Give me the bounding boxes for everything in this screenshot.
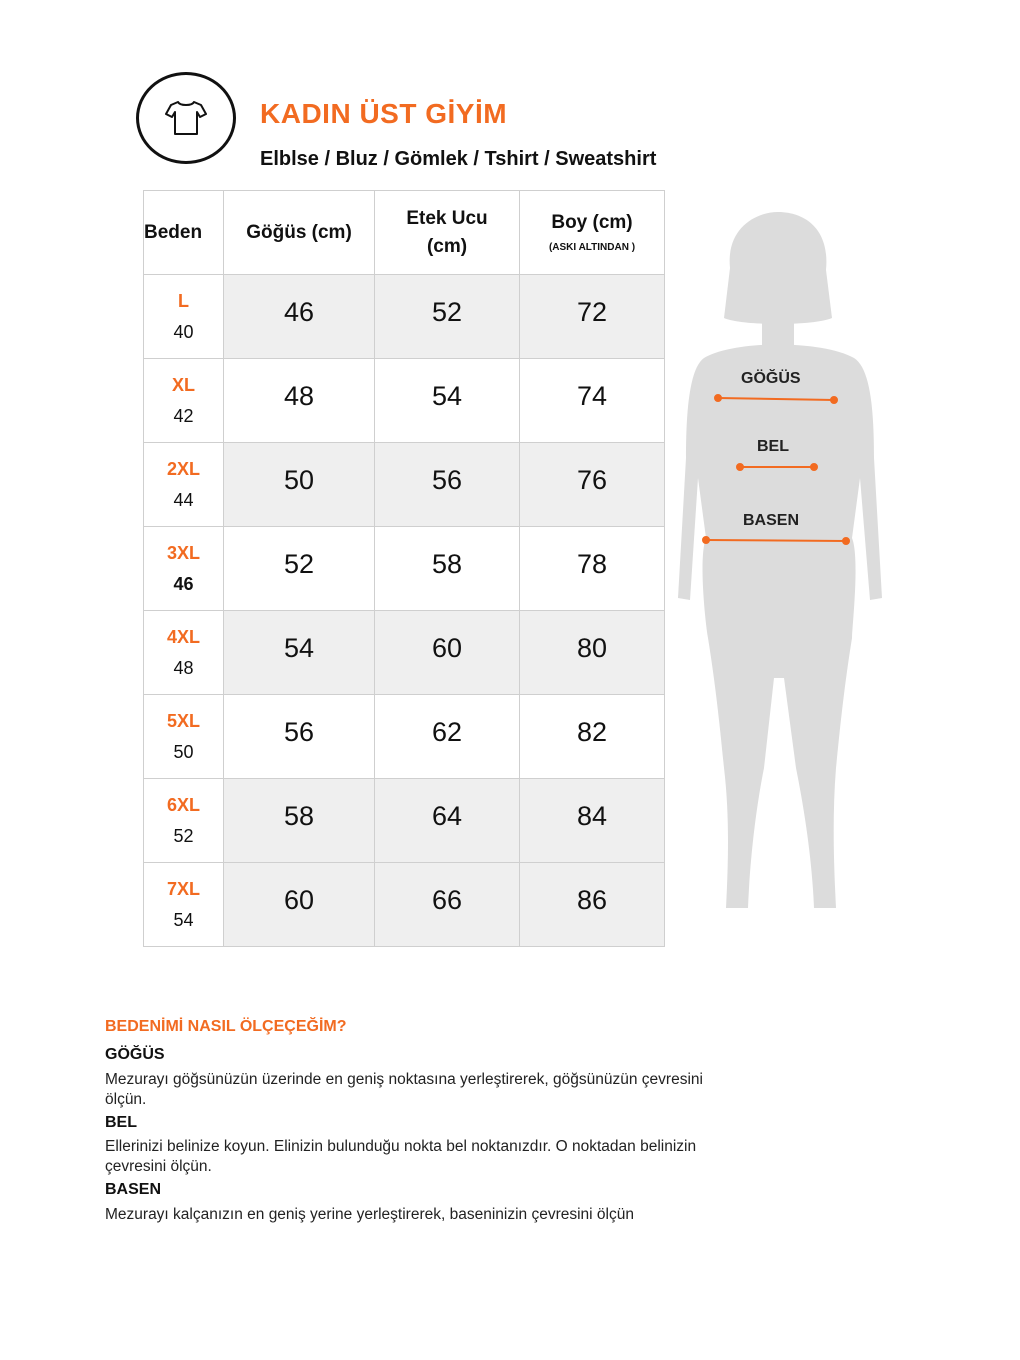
guide-gogus-title: GÖĞÜS — [105, 1046, 165, 1063]
size-cell — [144, 779, 224, 863]
size-label: XL — [171, 374, 195, 395]
etek-value: 60 — [375, 611, 520, 695]
gogus-value: 60 — [224, 863, 375, 947]
size-number: 40 — [173, 321, 194, 342]
size-label: 4XL — [166, 626, 200, 647]
size-label: 5XL — [166, 710, 200, 731]
gogus-value: 52 — [224, 527, 375, 611]
header-etek-line1: Etek Ucu — [406, 207, 488, 229]
table-row — [144, 695, 665, 779]
size-cell — [144, 611, 224, 695]
etek-value: 62 — [375, 695, 520, 779]
guide-bel-title: BEL — [105, 1114, 137, 1131]
figure-label-bel: BEL — [757, 438, 789, 455]
boy-value: 82 — [520, 695, 665, 779]
table-row — [144, 611, 665, 695]
basen-line — [706, 540, 846, 541]
figure-label-gogus: GÖĞÜS — [741, 370, 801, 387]
size-number: 50 — [173, 741, 194, 762]
guide-question: BEDENİMİ NASIL ÖLÇEÇEĞİM? — [105, 1018, 347, 1035]
gogus-value: 48 — [224, 359, 375, 443]
size-number: 54 — [173, 909, 194, 930]
gogus-line-end — [831, 397, 837, 403]
guide-gogus-text: Mezurayı göğsünüzün üzerinde en geniş noktasına yerleştirerek, göğsünüzün çevresini ölçün. — [105, 1071, 703, 1108]
basen-line-end — [843, 538, 849, 544]
gogus-value: 50 — [224, 443, 375, 527]
size-number: 42 — [173, 405, 194, 426]
size-cell — [144, 527, 224, 611]
gogus-value: 58 — [224, 779, 375, 863]
page-subtitle: Elblse / Bluz / Gömlek / Tshirt / Sweatshirt — [260, 148, 657, 170]
page-title: KADIN ÜST GİYİM — [260, 98, 508, 129]
size-number: 46 — [173, 573, 194, 594]
size-cell — [144, 275, 224, 359]
table-row — [144, 443, 665, 527]
guide-bel-text: Ellerinizi belinize koyun. Elinizin bulunduğu nokta bel noktanızdır. O noktadan belinizin çevresini ölçün. — [105, 1138, 697, 1175]
table-row — [144, 359, 665, 443]
size-table — [143, 190, 665, 947]
boy-value: 76 — [520, 443, 665, 527]
boy-value: 72 — [520, 275, 665, 359]
bel-line-end — [811, 464, 817, 470]
boy-value: 78 — [520, 527, 665, 611]
header-etek — [375, 191, 520, 275]
size-label: 6XL — [166, 794, 200, 815]
gogus-value: 46 — [224, 275, 375, 359]
guide-basen-text: Mezurayı kalçanızın en geniş yerine yerleştirerek, baseninizin çevresini ölçün — [105, 1206, 634, 1223]
etek-value: 52 — [375, 275, 520, 359]
tshirt-logo — [136, 72, 236, 164]
table-row — [144, 275, 665, 359]
body-silhouette-figure — [664, 208, 894, 918]
size-number: 48 — [173, 657, 194, 678]
table-row — [144, 863, 665, 947]
header-boy-note: (ASKI ALTINDAN ) — [548, 242, 636, 253]
etek-value: 58 — [375, 527, 520, 611]
guide-basen-title: BASEN — [105, 1181, 162, 1198]
basen-line-start — [703, 537, 709, 543]
size-cell — [144, 443, 224, 527]
figure-label-basen: BASEN — [743, 512, 800, 529]
boy-value: 80 — [520, 611, 665, 695]
boy-value: 86 — [520, 863, 665, 947]
size-label: 2XL — [166, 458, 200, 479]
size-cell — [144, 359, 224, 443]
boy-value: 84 — [520, 779, 665, 863]
header-etek-line2: (cm) — [426, 235, 468, 257]
tshirt-icon — [163, 98, 209, 138]
size-label: 3XL — [166, 542, 200, 563]
size-number: 52 — [173, 825, 194, 846]
etek-value: 56 — [375, 443, 520, 527]
gogus-line-start — [715, 395, 721, 401]
etek-value: 64 — [375, 779, 520, 863]
size-label: L — [178, 290, 189, 311]
table-row — [144, 779, 665, 863]
etek-value: 66 — [375, 863, 520, 947]
silhouette-shape — [678, 212, 882, 908]
header-beden: Beden — [144, 191, 224, 275]
boy-value: 74 — [520, 359, 665, 443]
header-boy-label: Boy (cm) — [551, 212, 633, 233]
table-row — [144, 527, 665, 611]
size-cell — [144, 695, 224, 779]
gogus-value: 56 — [224, 695, 375, 779]
size-number: 44 — [173, 489, 194, 510]
table-header-row — [144, 191, 665, 275]
etek-value: 54 — [375, 359, 520, 443]
gogus-value: 54 — [224, 611, 375, 695]
size-cell — [144, 863, 224, 947]
header-gogus: Göğüs (cm) — [224, 191, 375, 275]
bel-line-start — [737, 464, 743, 470]
size-label: 7XL — [166, 878, 200, 899]
header-boy — [520, 191, 665, 275]
